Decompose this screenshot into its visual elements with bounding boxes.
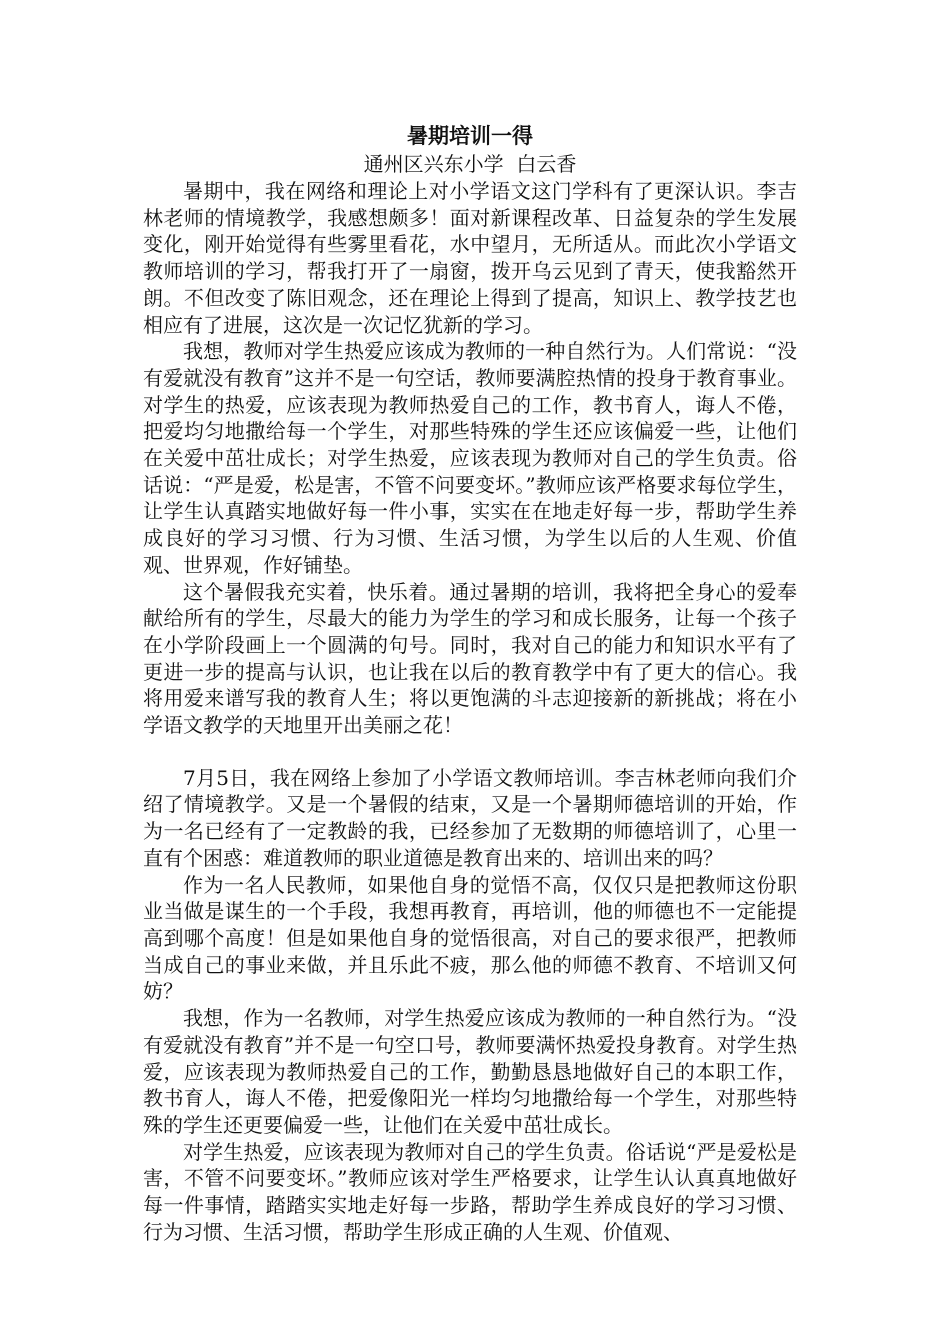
paragraph: 作为一名人民教师，如果他自身的觉悟不高，仅仅只是把教师这份职业当做是谋生的一个手段，我想再教育，再培训，他的师德也不一定能提高到哪个高度！但是如果他自身的觉悟很高，对自己的要求很严，把教师当成自己的事业来做，并且乐此不疲，那么他的师德不教育、不培训又何妨？ bbox=[143, 872, 797, 1004]
paragraph: 这个暑假我充实着，快乐着。通过暑期的培训，我将把全身心的爱奉献给所有的学生，尽最大的能力为学生的学习和成长服务，让每一个孩子在小学阶段画上一个圆满的句号。同时，我对自己的能力和知识水平有了更进一步的提高与认识，也让我在以后的教育教学中有了更大的信心。我将用爱来谱写我的教育人生；将以更饱满的斗志迎接新的新挑战；将在小学语文教学的天地里开出美丽之花！ bbox=[143, 579, 797, 738]
paragraph: 暑期中，我在网络和理论上对小学语文这门学科有了更深认识。李吉林老师的情境教学，我感想颇多！面对新课程改革、日益复杂的学生发展变化，刚开始觉得有些雾里看花，水中望月，无所适从。而此次小学语文教师培训的学习，帮我打开了一扇窗，拨开乌云见到了青天，使我豁然开朗。不但改变了陈旧观念，还在理论上得到了提高，知识上、教学技艺也相应有了进展，这次是一次记忆犹新的学习。 bbox=[143, 179, 797, 337]
document-page bbox=[143, 122, 797, 1245]
section-spacer bbox=[143, 739, 797, 765]
paragraph: 我想，作为一名教师，对学生热爱应该成为教师的一种自然行为。“没有爱就没有教育”并不是一句空口号，教师要满怀热爱投身教育。对学生热爱，应该表现为教师热爱自己的工作，勤勤恳恳地做好自己的本职工作，教书育人，诲人不倦，把爱像阳光一样均匀地撒给每一个学生，对那些特殊的学生还更要偏爱一些，让他们在关爱中茁壮成长。 bbox=[143, 1006, 797, 1137]
author-byline: 通州区兴东小学 白云香 bbox=[363, 152, 577, 176]
paragraph: 7月5日，我在网络上参加了小学语文教师培训。李吉林老师向我们介绍了情境教学。又是一个暑假的结束，又是一个暑期师德培训的开始，作为一名已经有了一定教龄的我，已经参加了无数期的师德培训了，心里一直有个困惑：难道教师的职业道德是教育出来的、培训出来的吗？ bbox=[143, 765, 797, 870]
document-title: 暑期培训一得 bbox=[407, 123, 533, 148]
paragraph: 对学生热爱，应该表现为教师对自己的学生负责。俗话说“严是爱松是害，不管不问要变坏。”教师应该对学生严格要求，让学生认认真真地做好每一件事情，踏踏实实地走好每一步路，帮助学生养成良好的学习习惯、行为习惯、生活习惯，帮助学生形成正确的人生观、价值观、 bbox=[143, 1139, 797, 1244]
paragraph: 我想，教师对学生热爱应该成为教师的一种自然行为。人们常说：“没有爱就没有教育”这并不是一句空话，教师要满腔热情的投身于教育事业。对学生的热爱，应该表现为教师热爱自己的工作，教书育人，诲人不倦，把爱均匀地撒给每一个学生，对那些特殊的学生还应该偏爱一些，让他们在关爱中茁壮成长；对学生热爱，应该表现为教师对自己的学生负责。俗话说：“严是爱，松是害，不管不问要变坏。”教师应该严格要求每位学生，让学生认真踏实地做好每一件小事，实实在在地走好每一步，帮助学生养成良好的学习习惯、行为习惯、生活习惯，为学生以后的人生观、价值观、世界观，作好铺垫。 bbox=[143, 339, 797, 577]
